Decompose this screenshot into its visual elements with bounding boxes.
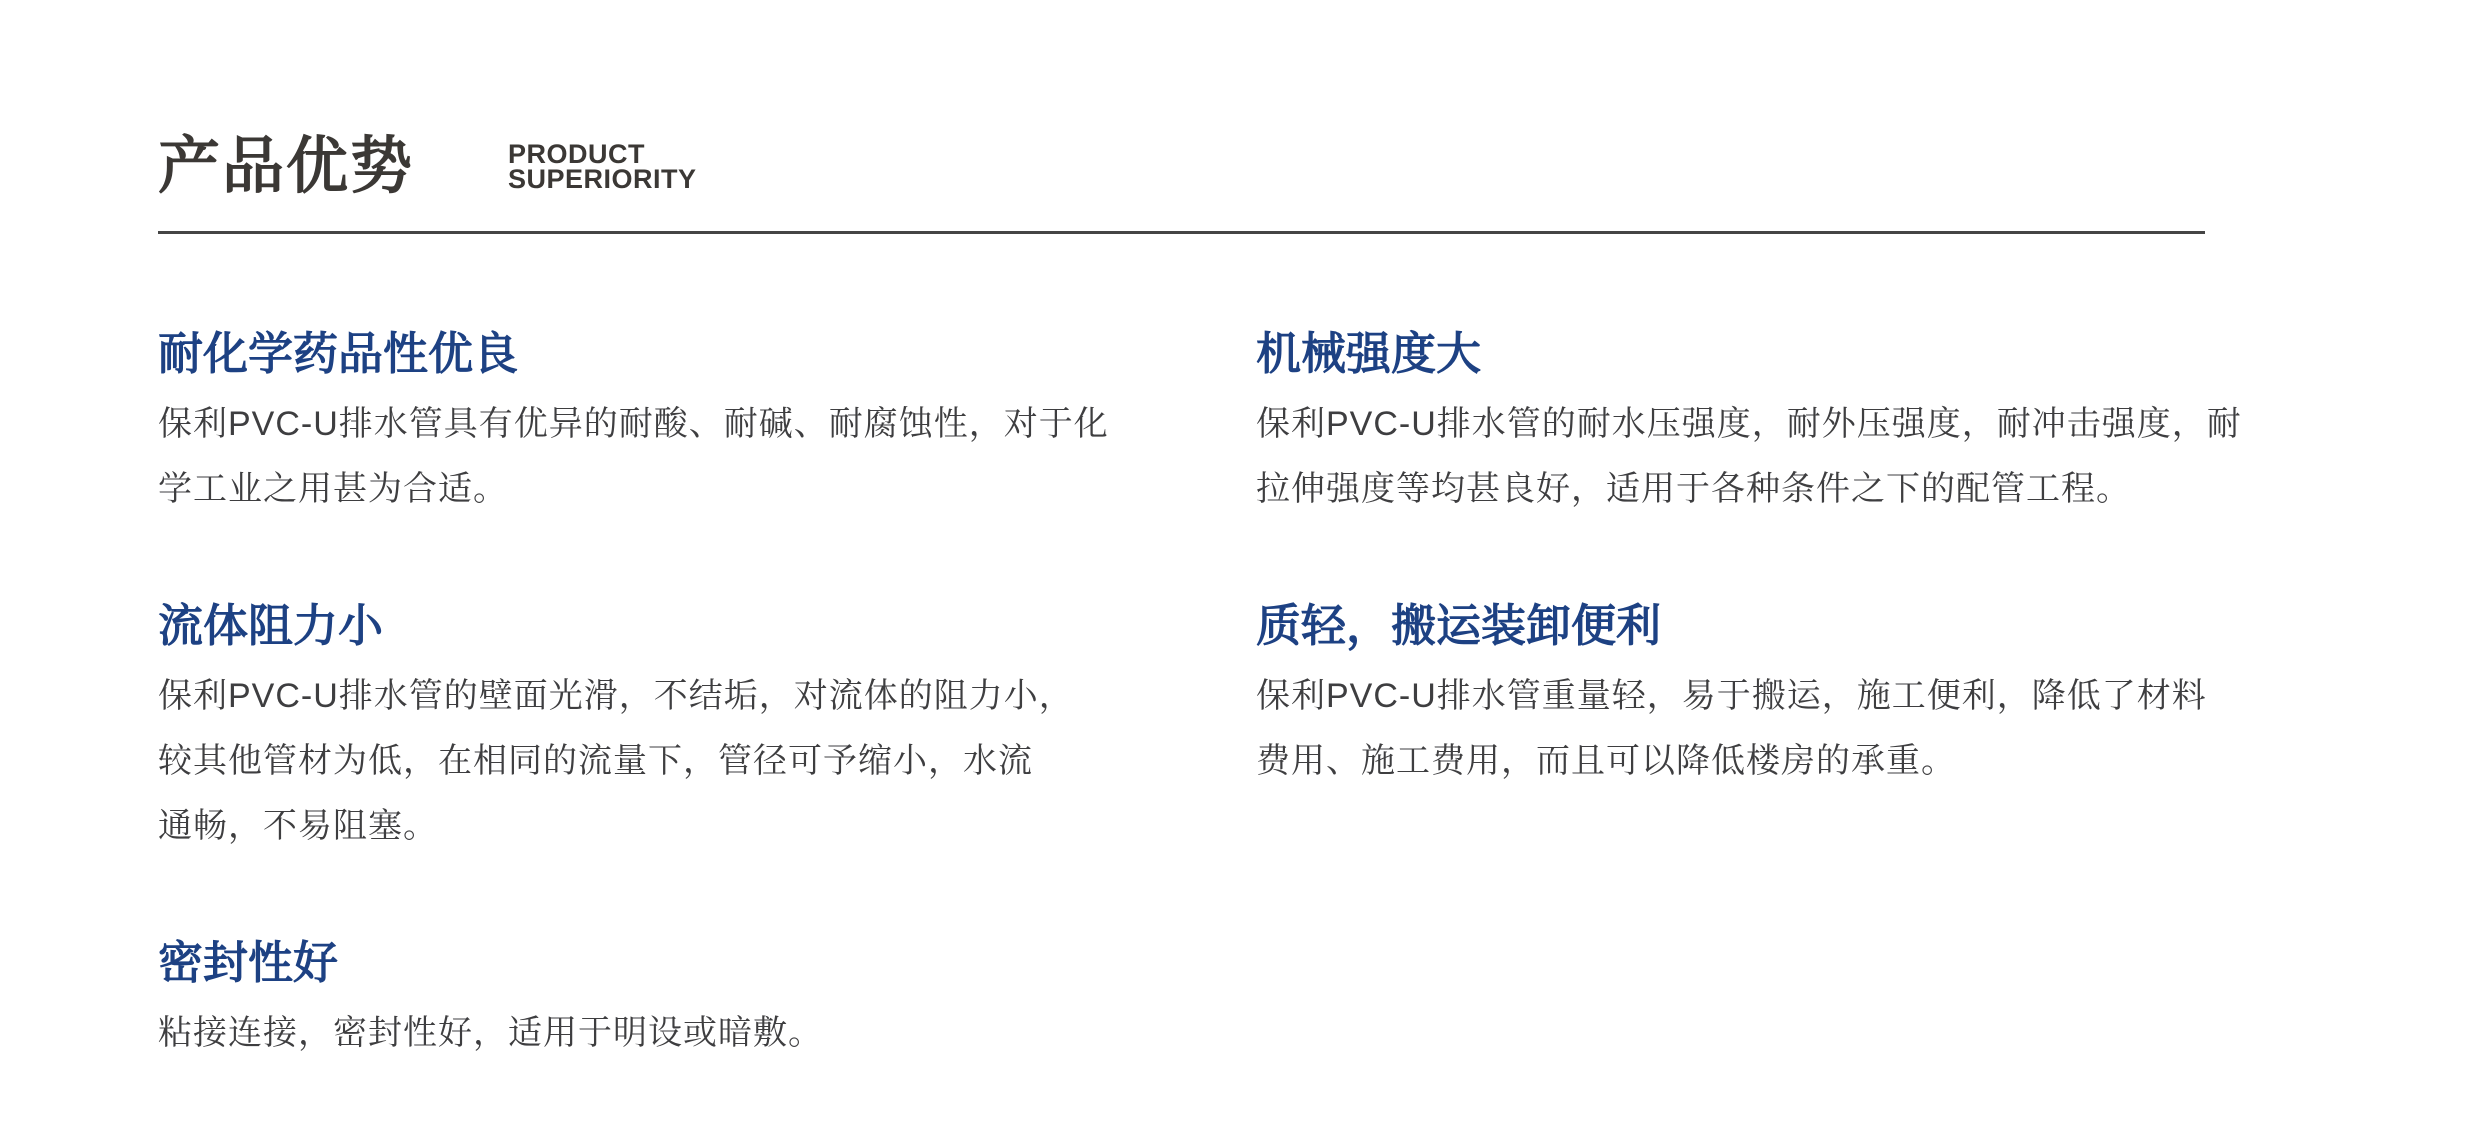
advantage-text-line: 保利PVC-U排水管具有优异的耐酸、耐碱、耐腐蚀性，对于化 bbox=[158, 405, 1109, 443]
advantage-section-good-sealing bbox=[158, 939, 1208, 1066]
advantage-text-line: 拉伸强度等均甚良好，适用于各种条件之下的配管工程。 bbox=[1256, 470, 2131, 508]
advantage-text-line: 粘接连接，密封性好，适用于明设或暗敷。 bbox=[158, 1014, 823, 1052]
advantage-body bbox=[158, 1001, 1208, 1066]
advantage-section-mechanical-strength bbox=[1256, 330, 2306, 522]
advantage-body bbox=[158, 664, 1208, 859]
page-subtitle-line2: SUPERIORITY bbox=[508, 164, 697, 194]
advantage-heading: 质轻，搬运装卸便利 bbox=[1256, 600, 1662, 651]
advantage-text-line: 费用、施工费用，而且可以降低楼房的承重。 bbox=[1256, 742, 1956, 780]
advantage-heading: 耐化学药品性优良 bbox=[158, 328, 519, 379]
advantages-column-right bbox=[1256, 330, 2306, 794]
page-title: 产品优势 bbox=[158, 132, 415, 201]
advantage-body bbox=[158, 392, 1208, 522]
advantage-heading: 机械强度大 bbox=[1256, 328, 1482, 379]
advantage-section-lightweight bbox=[1256, 602, 2306, 794]
advantage-text-line: 保利PVC-U排水管的壁面光滑，不结垢，对流体的阻力小， bbox=[158, 677, 1074, 715]
header-divider bbox=[158, 231, 2205, 234]
advantage-body bbox=[1256, 664, 2306, 794]
advantages-column-left bbox=[158, 330, 1208, 1066]
advantage-heading: 密封性好 bbox=[158, 937, 339, 988]
advantage-text-line: 保利PVC-U排水管重量轻，易于搬运，施工便利，降低了材料 bbox=[1256, 677, 2207, 715]
advantage-text-line: 较其他管材为低，在相同的流量下，管径可予缩小，水流 bbox=[158, 742, 1033, 780]
advantage-section-low-fluid-resistance bbox=[158, 602, 1208, 859]
page-subtitle-line1: PRODUCT bbox=[508, 139, 645, 169]
advantage-body bbox=[1256, 392, 2306, 522]
advantage-section-chemical-resistance bbox=[158, 330, 1208, 522]
page-subtitle bbox=[508, 139, 697, 194]
advantage-text-line: 学工业之用甚为合适。 bbox=[158, 470, 508, 508]
advantage-text-line: 通畅，不易阻塞。 bbox=[158, 807, 438, 845]
advantage-text-line: 保利PVC-U排水管的耐水压强度，耐外压强度，耐冲击强度，耐 bbox=[1256, 405, 2242, 443]
advantage-heading: 流体阻力小 bbox=[158, 600, 384, 651]
